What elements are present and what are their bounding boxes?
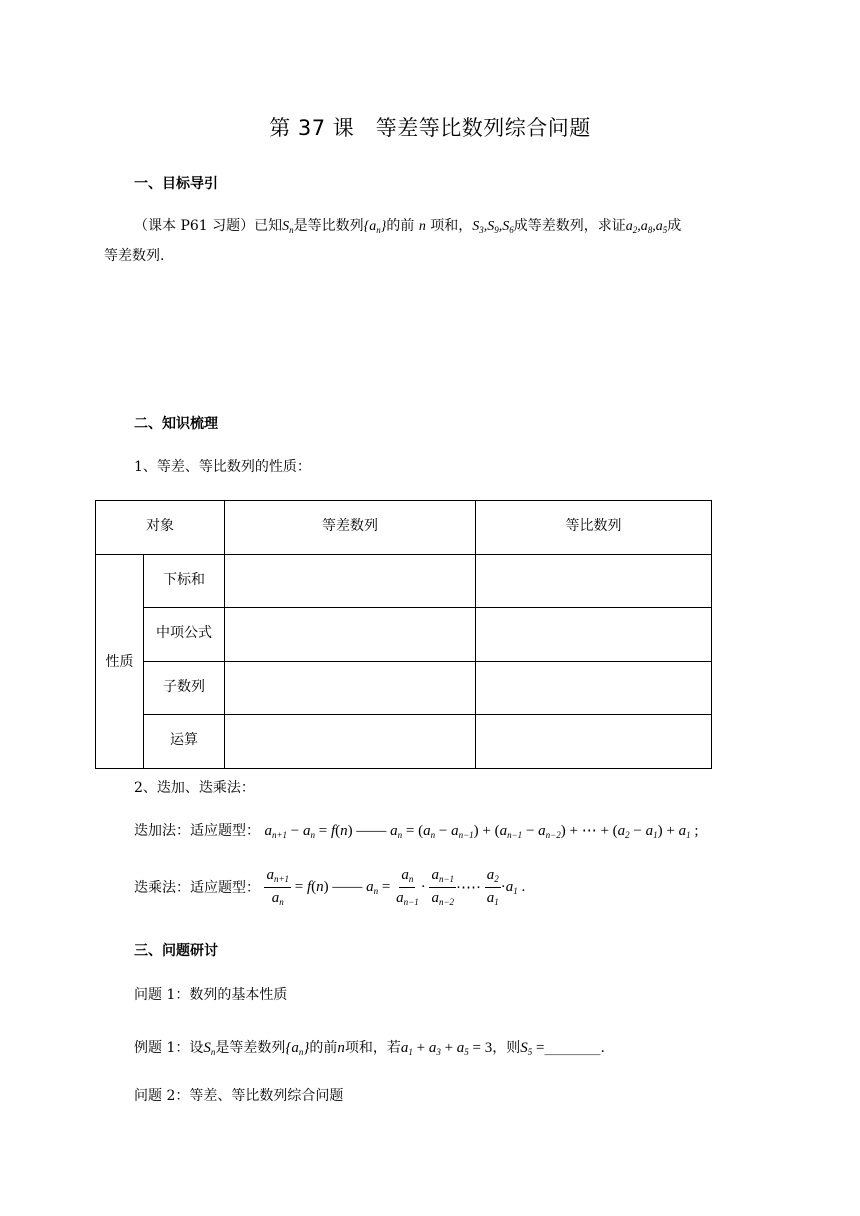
table-cell bbox=[476, 662, 712, 715]
table-cell bbox=[225, 608, 476, 662]
table-cell bbox=[225, 555, 476, 608]
mul-method-formula: $\frac{a_{n+1}}{a_n}$ = f(n) —— $a_n$ = $\frac{a_n}{a_{n-1}}$ · $\frac{a_{n-1}}{a_{n-2}}$ ·⋯· $\frac{a_2}{a_1}$ $\cdot a_1$ . bbox=[266, 867, 526, 907]
item-iteration-label: 2、迭加、迭乘法： bbox=[134, 780, 255, 796]
properties-table bbox=[95, 500, 712, 769]
table-row-label: 下标和 bbox=[144, 555, 225, 608]
table-cell bbox=[476, 715, 712, 769]
section-heading-discussion: 三、问题研讨 bbox=[134, 943, 218, 959]
question-1-label: 问题 1：数列的基本性质 bbox=[134, 987, 288, 1003]
mul-method-line: 迭乘法：适应题型： $\frac{a_{n+1}}{a_n}$ = f(n) —— $a_n$ = $\frac{a_n}{a_{n-1}}$ · $\frac{a_{n-1}}{a_{n-2}}$ ·⋯· $\frac{a_2}{a_1}$ $\cdot a_1$ . bbox=[134, 867, 526, 907]
goal-problem-line1: （课本 P61 习题）已知$S_n$是等比数列$\{a_n\}$的前 n 项和，$S_3,S_9,S_6$成等差数列，求证$a_2,a_8,a_5$成 bbox=[134, 218, 682, 235]
table-cell bbox=[476, 555, 712, 608]
goal-problem-line2: 等差数列. bbox=[104, 248, 165, 264]
page-title: 第 37 课 等差等比数列综合问题 bbox=[269, 116, 591, 140]
add-method-line: 迭加法：适应题型： $a_{n+1} - a_n = f(n)$ —— $a_n = (a_n - a_{n-1}) + (a_{n-1} - a_{n-2})$ + ⋯ + $(a_2 - a_1) + a_1$ ; bbox=[134, 823, 699, 840]
section-heading-goal: 一、目标导引 bbox=[134, 176, 218, 192]
answer-blank[interactable]: ________. bbox=[544, 1040, 605, 1056]
table-row-label: 子数列 bbox=[144, 662, 225, 715]
table-header-geometric: 等比数列 bbox=[476, 501, 712, 555]
table-cell bbox=[225, 715, 476, 769]
section-heading-knowledge: 二、知识梳理 bbox=[134, 416, 218, 432]
table-header-object: 对象 bbox=[96, 501, 225, 555]
add-method-formula: $a_{n+1} - a_n = f(n)$ —— $a_n = (a_n - a_{n-1}) + (a_{n-1} - a_{n-2})$ + ⋯ + $(a_2 - a_1) + a_1$ ; bbox=[264, 823, 699, 840]
example-1-line: 例题 1：设$S_n$是等差数列$\{a_n\}$的前n项和，若$a_1 + a_3 + a_5 = 3$，则$S_5$ =________. bbox=[134, 1040, 605, 1057]
table-row-label: 中项公式 bbox=[144, 608, 225, 662]
table-header-arithmetic: 等差数列 bbox=[225, 501, 476, 555]
table-group-properties: 性质 bbox=[96, 555, 144, 769]
question-2-label: 问题 2：等差、等比数列综合问题 bbox=[134, 1088, 344, 1104]
table-row-label: 运算 bbox=[144, 715, 225, 769]
table-cell bbox=[476, 608, 712, 662]
table-cell bbox=[225, 662, 476, 715]
item-properties-label: 1、等差、等比数列的性质： bbox=[134, 459, 311, 475]
